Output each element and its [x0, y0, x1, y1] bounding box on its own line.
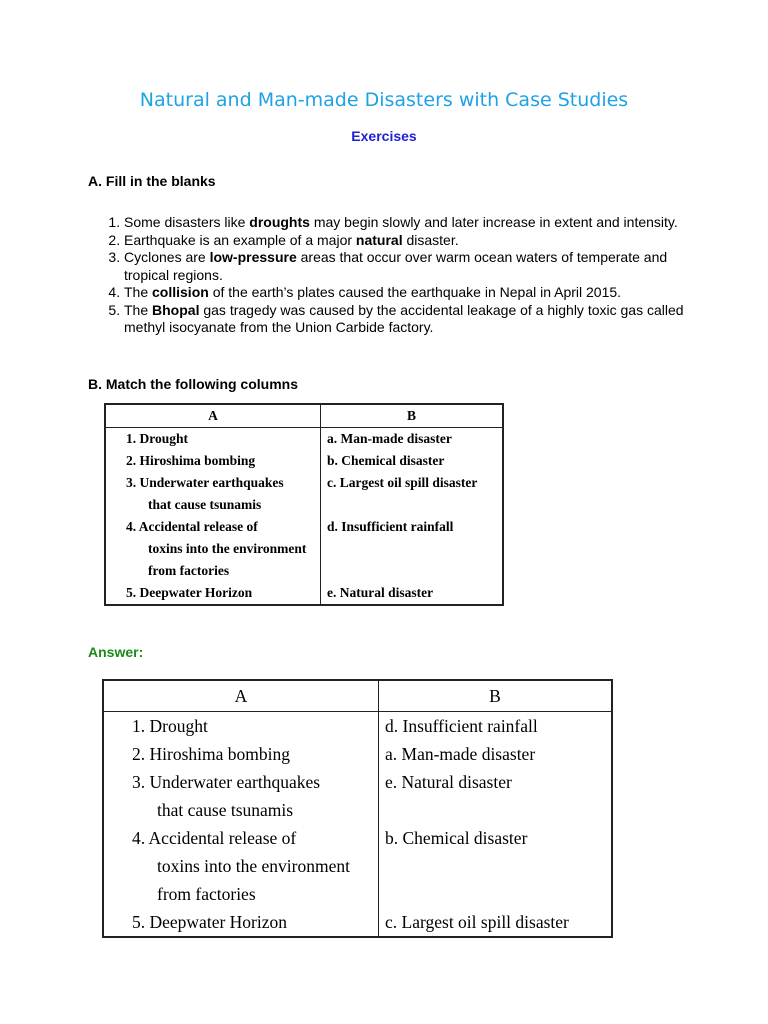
table-row: toxins into the environment	[157, 856, 350, 876]
list-item: 5. The Bhopal gas tragedy was caused by the accidental leakage of a highly toxic gas called methyl isocyanate from the Union Carbide factory.	[124, 302, 714, 337]
column-a-cell	[105, 428, 321, 606]
table-row: 3. Underwater earthquakes	[132, 772, 321, 792]
table-row: 1. Drought	[132, 716, 208, 736]
table-row: 1. Drought	[126, 431, 189, 446]
column-b-header: B	[321, 404, 504, 428]
column-a-cell	[103, 712, 379, 938]
column-b-cell	[379, 712, 613, 938]
page-title: Natural and Man-made Disasters with Case Studies	[139, 89, 629, 111]
column-b-cell	[321, 428, 504, 606]
table-row: e. Natural disaster	[385, 772, 512, 792]
table-row: that cause tsunamis	[148, 497, 262, 512]
table-row: e. Natural disaster	[327, 585, 434, 600]
column-a-header: A	[103, 680, 379, 712]
table-row: d. Insufficient rainfall	[327, 519, 454, 534]
list-item: 4. The collision of the earth’s plates caused the earthquake in Nepal in April 2015.	[124, 284, 714, 302]
page-subtitle: Exercises	[351, 128, 417, 144]
table-row: 5. Deepwater Horizon	[126, 585, 253, 600]
table-row: d. Insufficient rainfall	[385, 716, 538, 736]
section-a-heading: A. Fill in the blanks	[88, 173, 216, 189]
table-row: 3. Underwater earthquakes	[126, 475, 284, 490]
table-row: from factories	[157, 884, 256, 904]
table-row: 5. Deepwater Horizon	[132, 912, 288, 932]
table-row: toxins into the environment	[148, 541, 307, 556]
table-row: 4. Accidental release of	[126, 519, 258, 534]
list-item: 2. Earthquake is an example of a major natural disaster.	[124, 232, 714, 250]
table-row: that cause tsunamis	[157, 800, 294, 820]
table-row: c. Largest oil spill disaster	[385, 912, 569, 932]
answer-label: Answer:	[88, 644, 144, 660]
table-row: a. Man-made disaster	[327, 431, 452, 446]
table-row: 2. Hiroshima bombing	[132, 744, 290, 764]
table-row: b. Chemical disaster	[385, 828, 528, 848]
table-row: from factories	[148, 563, 230, 578]
fill-blanks-list	[88, 214, 714, 337]
column-b-header: B	[379, 680, 613, 712]
table-row: 4. Accidental release of	[132, 828, 297, 848]
table-row: a. Man-made disaster	[385, 744, 536, 764]
list-item: 3. Cyclones are low-pressure areas that occur over warm ocean waters of temperate and tropical regions.	[124, 249, 714, 284]
table-row: 2. Hiroshima bombing	[126, 453, 256, 468]
list-item: 1. Some disasters like droughts may begin slowly and later increase in extent and intensity.	[124, 214, 714, 232]
column-a-header: A	[105, 404, 321, 428]
table-row: b. Chemical disaster	[327, 453, 445, 468]
match-answer-table	[102, 679, 613, 938]
section-b-heading: B. Match the following columns	[88, 376, 298, 392]
match-question-table	[104, 403, 504, 606]
table-row: c. Largest oil spill disaster	[327, 475, 478, 490]
